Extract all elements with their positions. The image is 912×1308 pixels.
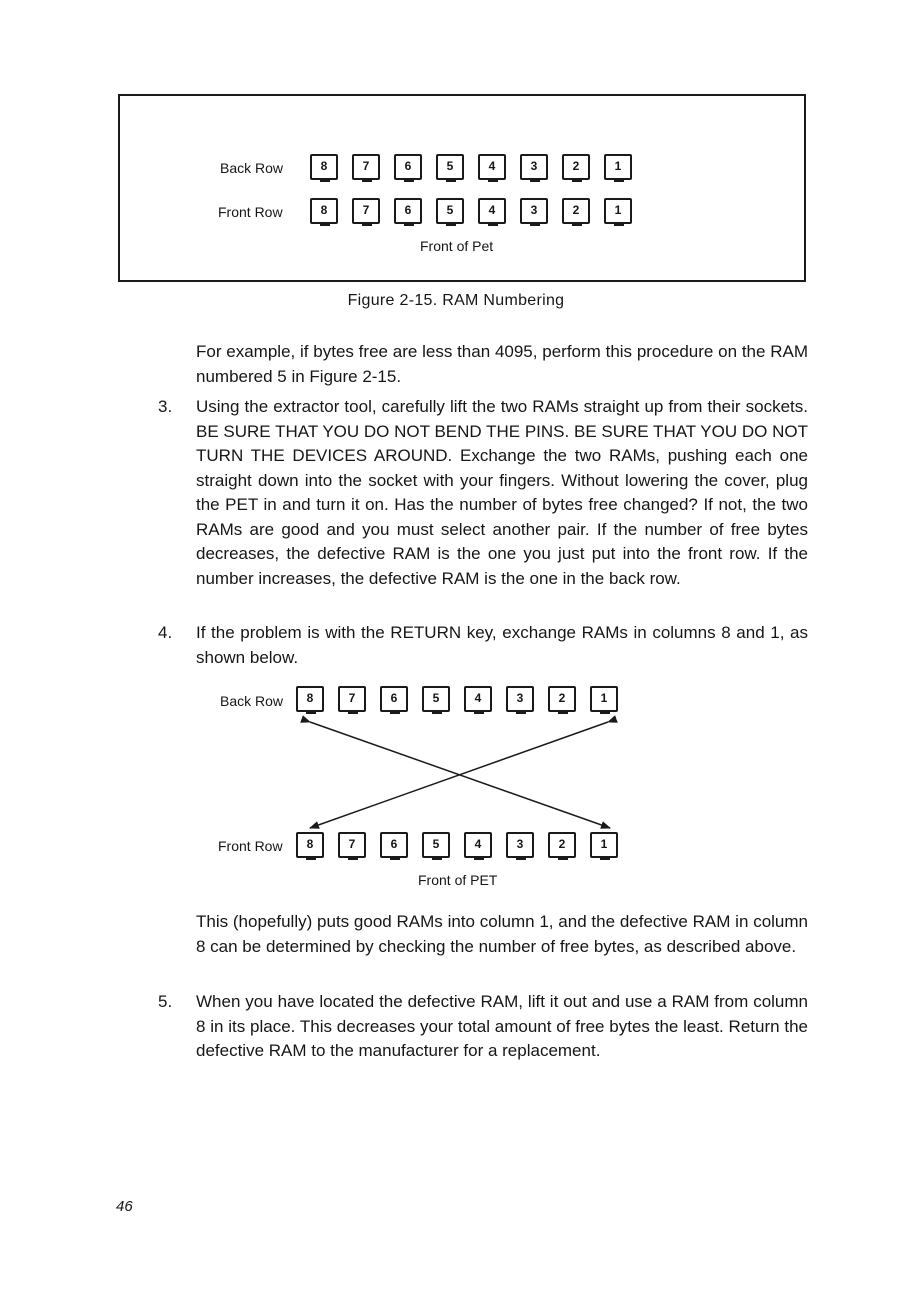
front-of-pet-label: Front of PET <box>418 872 498 888</box>
ram-chip: 4 <box>478 198 506 224</box>
ram-chip: 3 <box>506 832 534 858</box>
ram-chip: 4 <box>464 686 492 712</box>
ram-chip: 2 <box>562 154 590 180</box>
step-text: If the problem is with the RETURN key, exchange RAMs in columns 8 and 1, as shown below. <box>196 623 808 667</box>
ram-chip: 1 <box>604 154 632 180</box>
figure-ram-numbering <box>118 94 806 282</box>
front-row-label: Front Row <box>218 838 283 854</box>
ram-chip: 8 <box>296 832 324 858</box>
ram-chip: 5 <box>436 154 464 180</box>
followup-paragraph: This (hopefully) puts good RAMs into column 1, and the defective RAM in column 8 can be determined by checking the number of free bytes, as described above. <box>196 912 808 956</box>
ram-chip: 3 <box>520 198 548 224</box>
step-text: When you have located the defective RAM, lift it out and use a RAM from column 8 in its place. This decreases your total amount of free bytes the least. Return the defective RAM to the manufacturer for a replacement. <box>196 992 808 1060</box>
ram-chip: 7 <box>338 686 366 712</box>
figure-caption: Figure 2-15. RAM Numbering <box>347 292 565 309</box>
ram-chip: 6 <box>380 832 408 858</box>
ram-chip: 1 <box>604 198 632 224</box>
ram-chip: 2 <box>548 832 576 858</box>
ram-chip: 8 <box>310 154 338 180</box>
ram-chip: 3 <box>506 686 534 712</box>
ram-chip: 8 <box>310 198 338 224</box>
ram-chip: 1 <box>590 832 618 858</box>
swap-arrows <box>280 704 640 834</box>
ram-chip: 2 <box>548 686 576 712</box>
ram-chip: 7 <box>338 832 366 858</box>
ram-chip: 7 <box>352 154 380 180</box>
ram-chip: 5 <box>422 686 450 712</box>
ram-chip: 7 <box>352 198 380 224</box>
ram-chip: 1 <box>590 686 618 712</box>
ram-chip: 5 <box>436 198 464 224</box>
step-number: 5. <box>158 992 173 1011</box>
step-number: 4. <box>158 623 173 642</box>
ram-chip: 4 <box>464 832 492 858</box>
step-number: 3. <box>158 397 173 416</box>
front-of-pet-label: Front of Pet <box>420 238 494 254</box>
ram-chip: 8 <box>296 686 324 712</box>
back-row-label: Back Row <box>220 160 284 176</box>
step-text: Using the extractor tool, carefully lift the two RAMs straight up from their sockets. BE SURE THAT YOU DO NOT BEND THE PINS. BE SURE THAT YOU DO NOT TURN THE DEVICES AROUND. Exchange the two RAMs, pushing each one straight down into the socket with your fingers. Without lowering the cover, plug the PET in and turn it on. Has the number of bytes free changed? If not, the two RAMs are good and you must select another pair. If the number of free bytes decreases, the defective RAM is the one you just put into the front row. If the number increases, the defective RAM is the one in the back row. <box>196 397 808 588</box>
ram-chip: 6 <box>394 154 422 180</box>
intro-paragraph: For example, if bytes free are less than 4095, perform this procedure on the RAM numbered 5 in Figure 2-15. <box>196 342 808 386</box>
ram-chip: 4 <box>478 154 506 180</box>
back-row-label: Back Row <box>220 693 284 709</box>
front-row-label: Front Row <box>218 204 283 220</box>
ram-chip: 5 <box>422 832 450 858</box>
ram-chip: 3 <box>520 154 548 180</box>
ram-chip: 2 <box>562 198 590 224</box>
page-number: 46 <box>116 1198 133 1215</box>
ram-chip: 6 <box>380 686 408 712</box>
ram-chip: 6 <box>394 198 422 224</box>
